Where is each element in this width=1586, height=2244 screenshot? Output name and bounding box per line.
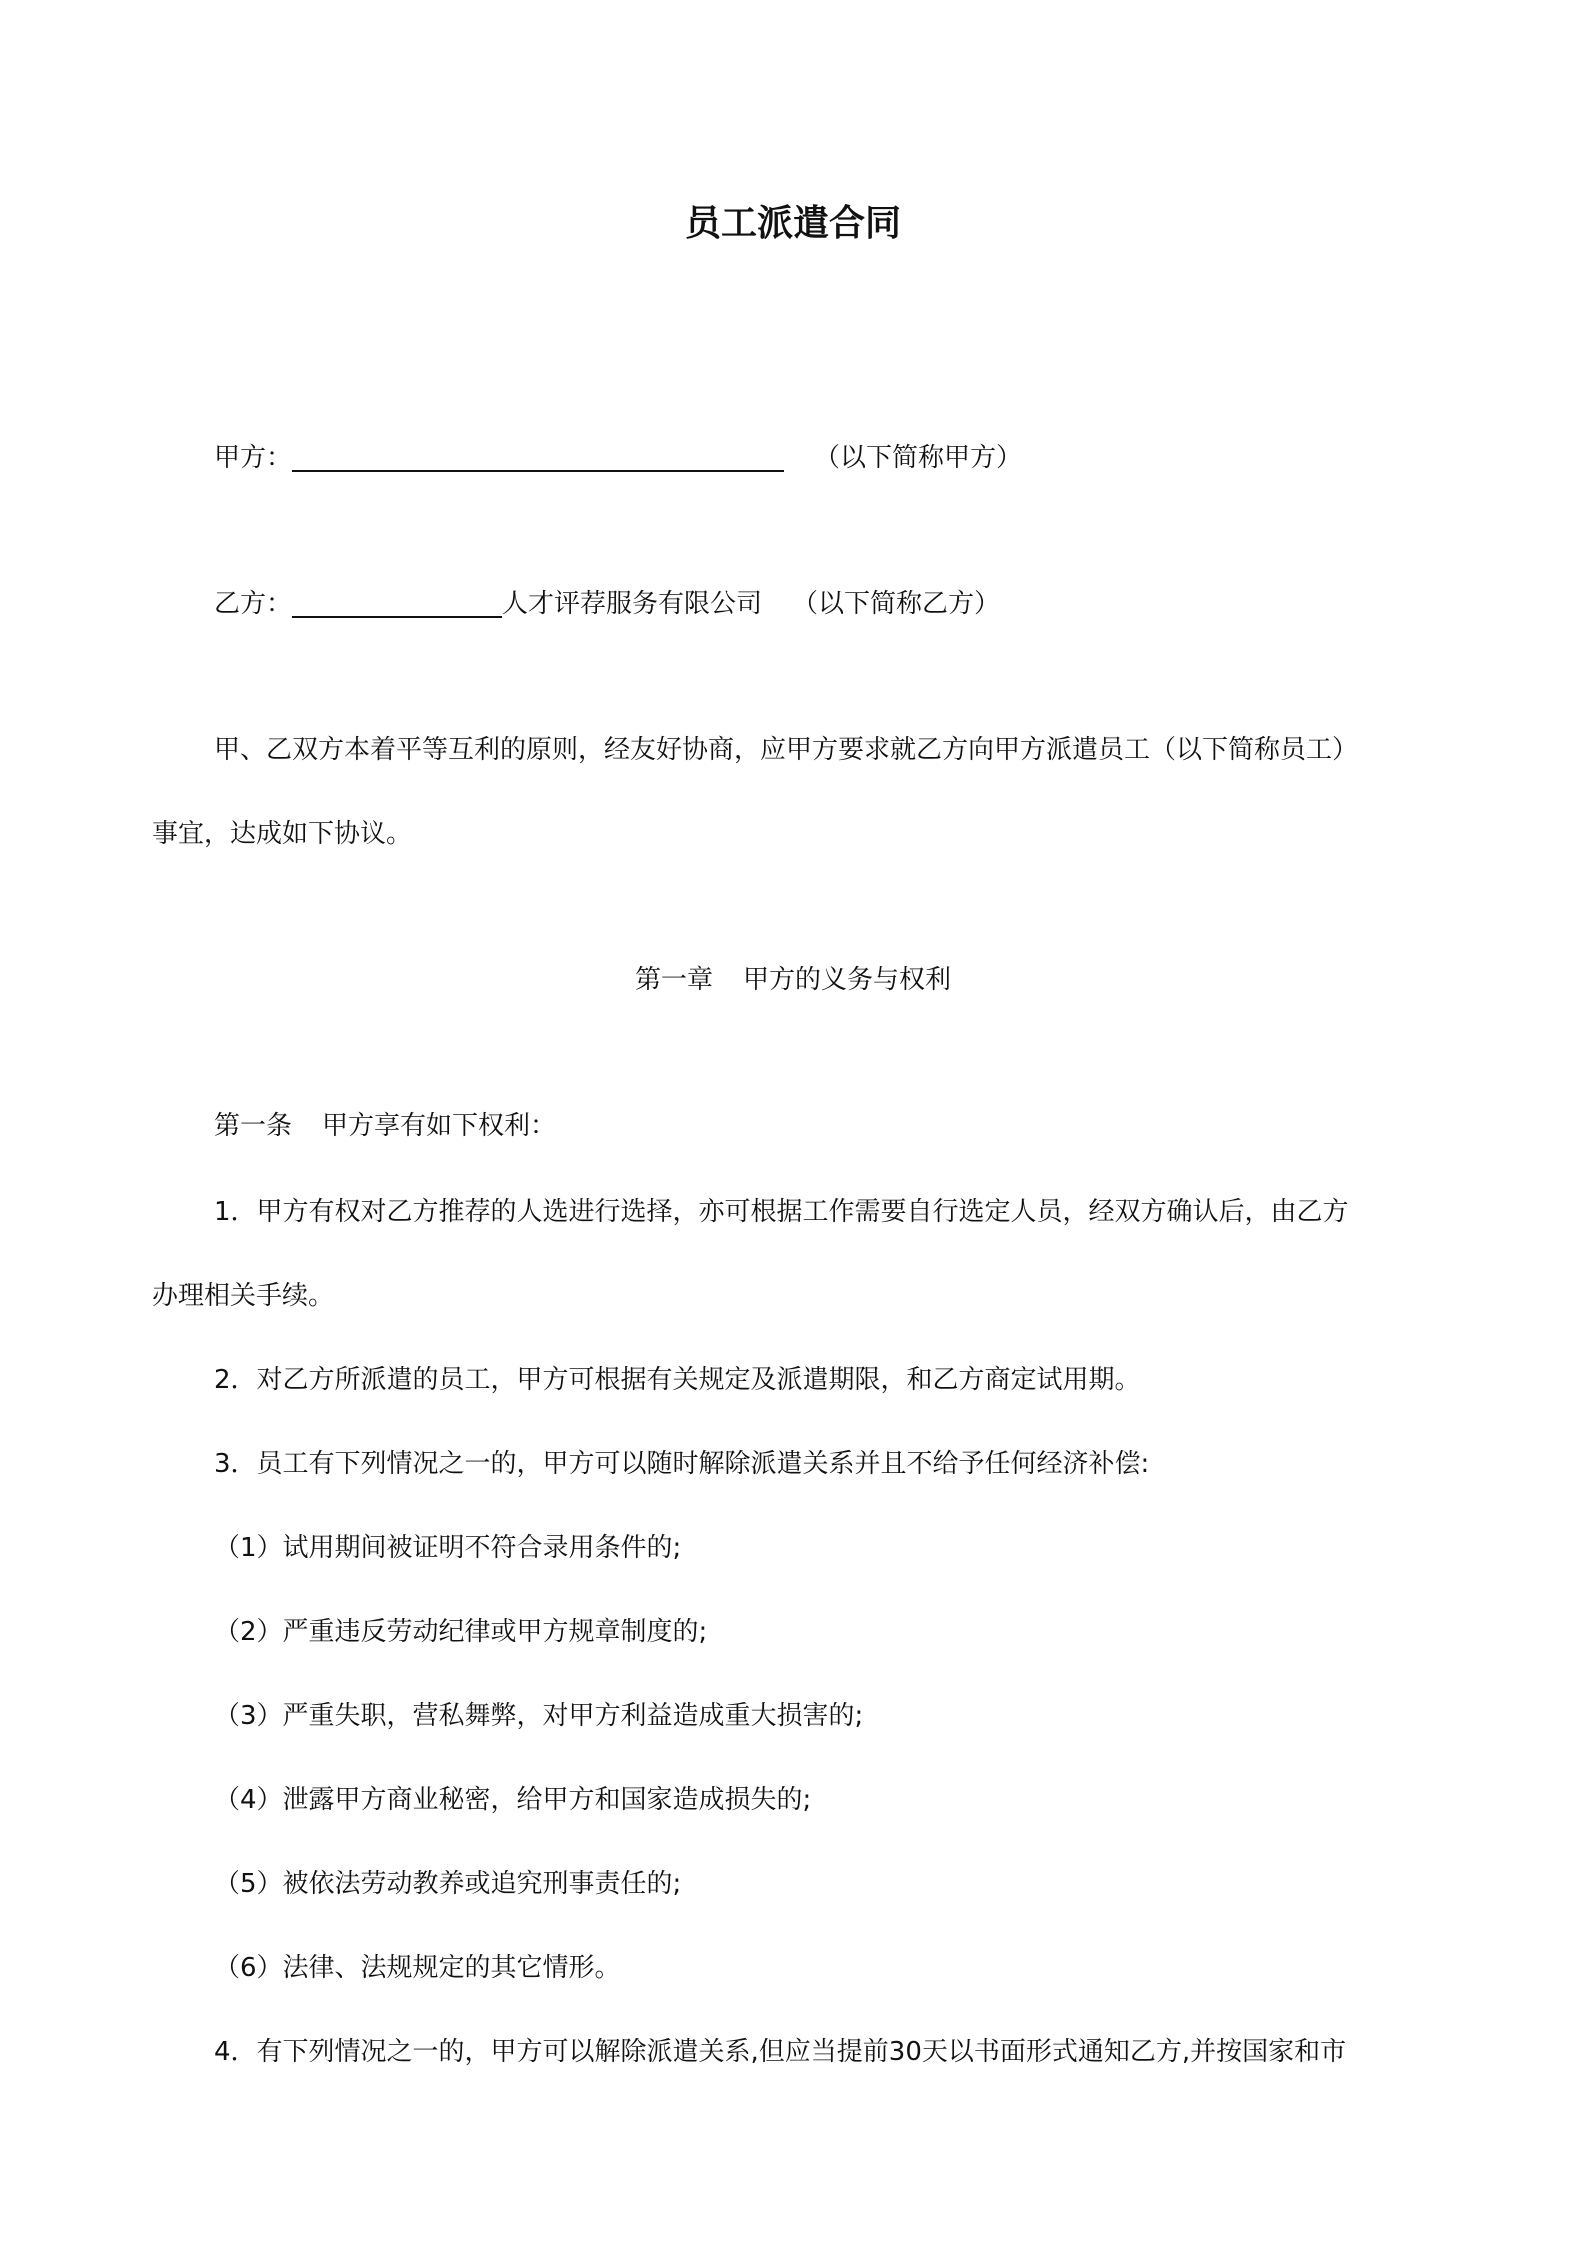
party-b-note: （以下简称乙方） bbox=[792, 589, 1001, 619]
chapter-heading bbox=[0, 962, 1586, 998]
list-item: （2）严重违反劳动纪律或甲方规章制度的; bbox=[214, 1617, 708, 1647]
party-b-company-suffix: 人才评荐服务有限公司 bbox=[502, 589, 763, 619]
party-a-label: 甲方： bbox=[214, 443, 293, 473]
clause-4: 4．有下列情况之一的，甲方可以解除派遣关系,但应当提前30天以书面形式通知乙方,并按国家和市 bbox=[214, 2037, 1347, 2067]
party-b-line bbox=[214, 586, 1000, 622]
party-a-name-blank[interactable] bbox=[292, 440, 784, 472]
party-b-label: 乙方： bbox=[214, 589, 293, 619]
clause-3: 3．员工有下列情况之一的，甲方可以随时解除派遣关系并且不给予任何经济补偿: bbox=[214, 1449, 1150, 1479]
party-a-line bbox=[214, 440, 1022, 476]
clause-2: 2．对乙方所派遣的员工，甲方可根据有关规定及派遣期限，和乙方商定试用期。 bbox=[214, 1365, 1141, 1395]
article-number: 第一条 bbox=[214, 1111, 293, 1141]
list-item: （6）法律、法规规定的其它情形。 bbox=[214, 1953, 621, 1983]
preamble-line-1: 甲、乙双方本着平等互利的原则，经友好协商，应甲方要求就乙方向甲方派遣员工（以下简称员工） bbox=[214, 735, 1359, 765]
chapter-title: 甲方的义务与权利 bbox=[743, 965, 952, 995]
party-b-name-blank[interactable] bbox=[292, 586, 502, 618]
list-item: （3）严重失职，营私舞弊，对甲方利益造成重大损害的; bbox=[214, 1701, 864, 1731]
chapter-number: 第一章 bbox=[634, 965, 713, 995]
clause-1-line-1: 1．甲方有权对乙方推荐的人选进行选择，亦可根据工作需要自行选定人员，经双方确认后，由乙方 bbox=[214, 1197, 1349, 1227]
article-title: 甲方享有如下权利： bbox=[322, 1111, 557, 1141]
document-title: 员工派遣合同 bbox=[684, 203, 901, 244]
clause-1-line-2: 办理相关手续。 bbox=[152, 1281, 335, 1311]
list-item: （4）泄露甲方商业秘密，给甲方和国家造成损失的; bbox=[214, 1785, 812, 1815]
party-a-note: （以下简称甲方） bbox=[814, 443, 1023, 473]
preamble-line-2: 事宜，达成如下协议。 bbox=[152, 819, 413, 849]
article-heading bbox=[214, 1108, 556, 1144]
list-item: （5）被依法劳动教养或追究刑事责任的; bbox=[214, 1869, 682, 1899]
list-item: （1）试用期间被证明不符合录用条件的; bbox=[214, 1533, 682, 1563]
